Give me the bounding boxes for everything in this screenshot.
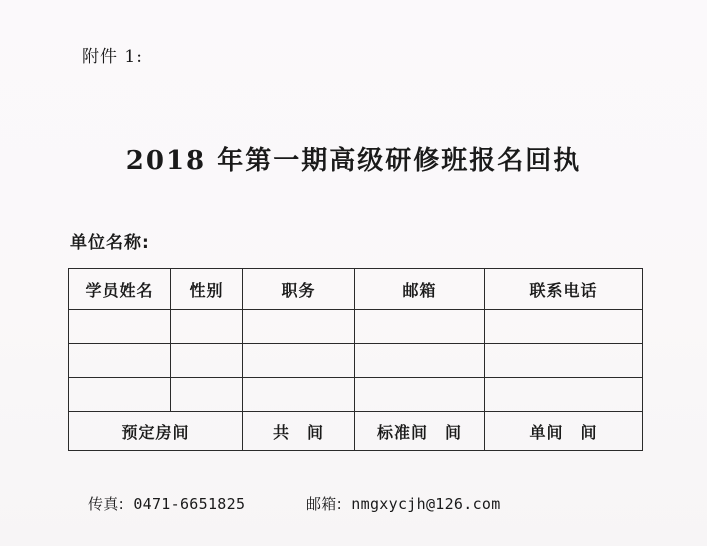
cell-email[interactable] [355, 310, 485, 344]
cell-email[interactable] [355, 344, 485, 378]
room-reservation-label: 预定房间 [69, 412, 243, 451]
table-row [69, 378, 643, 412]
column-header-position: 职务 [243, 269, 355, 310]
cell-position[interactable] [243, 310, 355, 344]
registration-table [68, 268, 643, 451]
cell-name[interactable] [69, 310, 171, 344]
cell-position[interactable] [243, 344, 355, 378]
standard-room-field[interactable]: 标准间 间 [355, 412, 485, 451]
column-header-gender: 性别 [171, 269, 243, 310]
table-header-row [69, 269, 643, 310]
footer-contact [88, 493, 501, 514]
table-row [69, 310, 643, 344]
column-header-email: 邮箱 [355, 269, 485, 310]
single-room-field[interactable]: 单间 间 [485, 412, 643, 451]
fax-label: 传真: [88, 495, 124, 513]
cell-gender[interactable] [171, 344, 243, 378]
cell-name[interactable] [69, 378, 171, 412]
page-title: 2018 年第一期高级研修班报名回执 [125, 146, 582, 176]
cell-phone[interactable] [485, 344, 643, 378]
cell-phone[interactable] [485, 378, 643, 412]
shared-room-field[interactable]: 共 间 [243, 412, 355, 451]
cell-phone[interactable] [485, 310, 643, 344]
email-value: nmgxycjh@126.com [351, 495, 501, 513]
cell-position[interactable] [243, 378, 355, 412]
cell-gender[interactable] [171, 378, 243, 412]
unit-name-label: 单位名称: [70, 233, 150, 253]
cell-email[interactable] [355, 378, 485, 412]
table-row [69, 344, 643, 378]
email-label: 邮箱: [305, 495, 342, 513]
cell-gender[interactable] [171, 310, 243, 344]
cell-name[interactable] [69, 344, 171, 378]
column-header-name: 学员姓名 [69, 269, 171, 310]
fax-value: 0471-6651825 [133, 495, 246, 513]
attachment-label: 附件 1: [82, 47, 143, 67]
column-header-phone: 联系电话 [485, 269, 643, 310]
table-footer-row [69, 412, 643, 451]
